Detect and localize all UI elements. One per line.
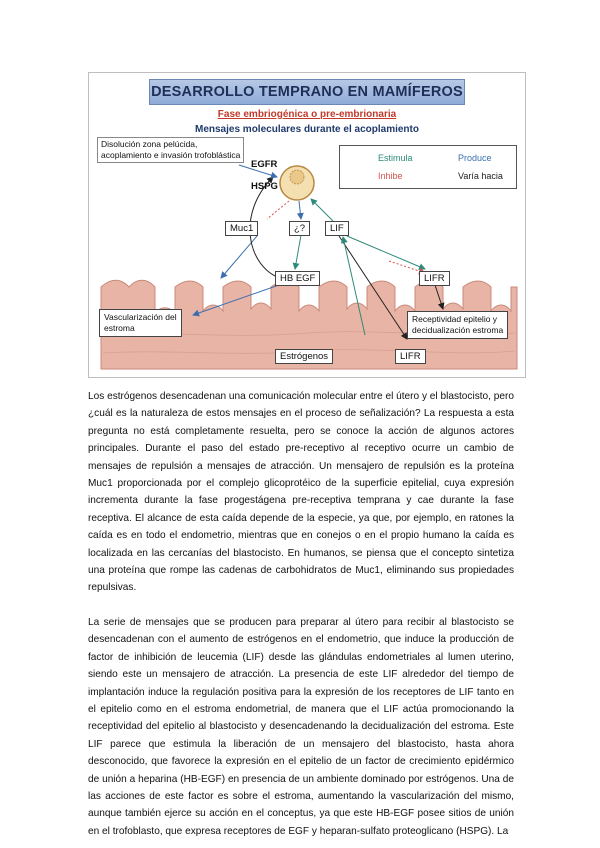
diagram-subtitle-phase: Fase embriogénica o pre-embrionaria xyxy=(217,109,397,120)
arrow-unknown-to-hbegf xyxy=(295,235,301,269)
box-unknown: ¿? xyxy=(289,221,310,236)
arrow-blastocyst-to-unknown xyxy=(299,201,301,219)
diagram-legend xyxy=(339,145,517,189)
box-receptivity xyxy=(407,311,508,339)
diagram-subtitle-messages: Mensajes moleculares durante el acoplamiento xyxy=(195,124,419,135)
box-muc1: Muc1 xyxy=(225,221,258,236)
box-lifr-top: LIFR xyxy=(419,271,450,286)
legend-stimulate-label: Estimula xyxy=(378,153,413,163)
blastocyst-inner-cells xyxy=(290,170,304,184)
diagram-title: DESARROLLO TEMPRANO EN MAMÍFEROS xyxy=(151,84,463,100)
arrow-lif-to-blastocyst xyxy=(311,199,333,221)
vascularization-line-1: Vascularización del xyxy=(104,312,177,322)
label-egfr: EGFR xyxy=(251,159,278,170)
legend-produce-label: Produce xyxy=(458,153,492,163)
box-estrogens: Estrógenos xyxy=(275,349,333,364)
vascularization-line-2: estroma xyxy=(104,323,135,333)
legend-inhibit-label: Inhibe xyxy=(378,171,403,181)
box-lif: LIF xyxy=(325,221,349,236)
paragraph: La serie de mensajes que se producen para preparar al útero para recibir al blastocisto se desencadenan con el aumento de estrógenos en el endometrio, que induce la producción de factor de inhibición de leucemia (LIF) desde las glándulas endometriales al lumen uterino, siendo este un mensajero de atracción. La presencia de este LIF alrededor del tiempo de implantación induce la regulación positiva para la expresión de los receptores de LIF tanto en el epitelio como en el estroma endometrial, de manera que el LIF actúa promocionando la receptividad del epitelio al blastocisto y desencadenando la decidualización del estroma. Este LIF parece que estimula la liberación de un mensajero del blastocisto, hasta ahora desconocido, que favorece la expresión en el epitelio de un factor de crecimiento epidérmico de unión a heparina (HB-EGF) en presencia de un ambiente dominado por estrógenos. Una de las acciones de este factor es sobre el estroma, aumentando la vascularización del mismo, aunque también ejerce su acción en el conceptus, ya que este HB-EGF posee sitios de unión en el trofoblasto, que expresa receptores de EGF y heparan-sulfato proteoglicano (HSPG). La xyxy=(88,616,514,837)
arrow-lif-to-lifr xyxy=(347,236,425,269)
box-hb-egf: HB EGF xyxy=(275,271,320,286)
arrow-blastocyst-to-muc1 xyxy=(267,201,289,219)
receptivity-line-2: decidualización estroma xyxy=(412,325,504,335)
body-text xyxy=(88,388,514,840)
box-lifr-bottom: LIFR xyxy=(395,349,426,364)
box-vascularization xyxy=(99,309,182,337)
receptivity-line-1: Receptividad epitelio y xyxy=(412,314,498,324)
note-zona-pellucida xyxy=(97,137,244,163)
label-hspg: HSPG xyxy=(251,181,278,192)
paragraph: Los estrógenos desencadenan una comunicación molecular entre el útero y el blastocisto, pero ¿cuál es la naturaleza de estos mensajes en el proceso de señalización? La respuesta a esta pregunta no está completamente resuelta, pero se conoce la acción de algunos actores principales. Durante el paso del estado pre-receptivo al receptivo ocurre un cambio de mensajes de repulsión a mensajes de atracción. Un mensajero de repulsión es la proteína Muc1 proporcionada por el complejo glicoprotéico de la superficie epitelial, cuya expresión incrementa durante la fase progestágena pre-receptiva temprana y cae durante la fase receptiva. El alcance de esta caída depende de la especie, ya que, por ejemplo, en ratones la caída es en todo el endometrio, mientras que en conejos o en el propio humano la caída es localizada en las cercanías del blastocisto. En humanos, se piensa que el concepto sintetiza una proteína que rompe las cadenas de carbohidratos de Muc1, eliminando sus propiedades repulsivas. xyxy=(88,391,514,594)
diagram-figure xyxy=(88,72,526,378)
note-line-1: Disolución zona pelúcida, xyxy=(101,139,198,149)
legend-varies-label: Varía hacia xyxy=(458,171,503,181)
note-line-2: acoplamiento e invasión trofoblástica xyxy=(101,150,241,160)
